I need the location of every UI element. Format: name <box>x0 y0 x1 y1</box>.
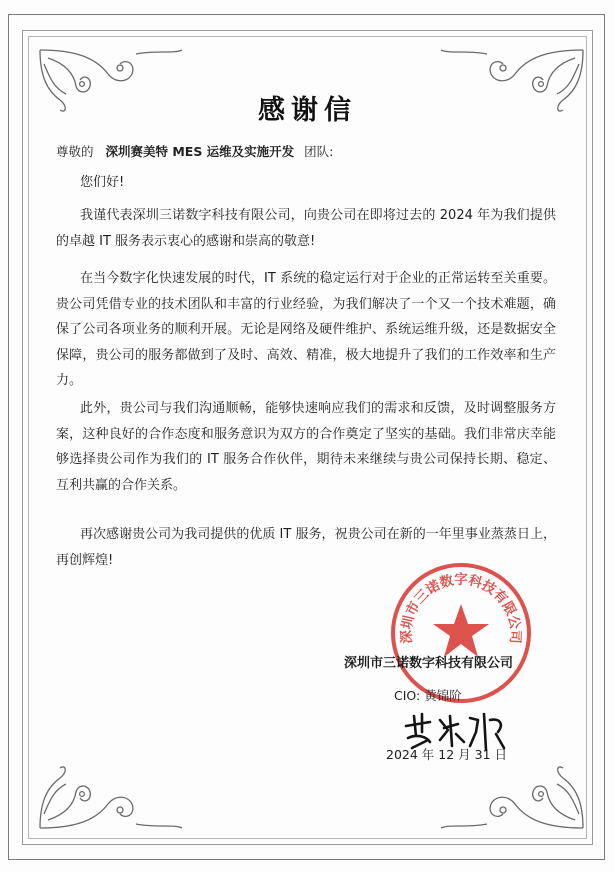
paragraph-text: 我谨代表深圳三诺数字科技有限公司，向贵公司在即将过去的 2024 年为我们提供的卓越 IT 服务表示衷心的感谢和崇高的敬意! <box>56 208 556 249</box>
paragraph-text: 此外，贵公司与我们沟通顺畅，能够快速响应我们的需求和反馈，及时调整服务方案，这种良好的合作态度和服务意识为双方的合作奠定了坚实的基础。我们非常庆幸能够选择贵公司作为我们的 IT 服务合作伙伴，期待未来继续与贵公司保持长期、稳定、互利共赢的合作关系。 <box>56 401 556 493</box>
corner-ornament-bottom-left <box>36 764 186 834</box>
salutation-prefix: 尊敬的 <box>56 144 94 159</box>
paragraph-text: 在当今数字化快速发展的时代，IT 系统的稳定运行对于企业的正常运转至关重要。贵公司凭借专业的技术团队和丰富的行业经验，为我们解决了一个又一个技术难题，确保了公司各项业务的顺利开展。无论是网络及硬件维护、系统运维升级，还是数据安全保障，贵公司的服务都做到了及时、高效、精准，极大地提升了我们的工作效率和生产力。 <box>56 271 556 388</box>
salutation-suffix: 团队: <box>304 144 334 159</box>
cio-name: CIO: 黄锦阶 <box>394 688 462 703</box>
paragraph-text: 再次感谢贵公司为我司提供的优质 IT 服务，祝贵公司在新的一年里事业蒸蒸日上，再创辉煌! <box>56 527 556 568</box>
signing-company: 深圳市三诺数字科技有限公司 <box>344 656 514 671</box>
letter-date: 2024 年 12 月 31 日 <box>386 747 507 762</box>
salutation-line <box>56 142 333 160</box>
paragraph-1 <box>56 203 556 254</box>
letter-title: 感谢信 <box>258 95 357 126</box>
recipient-team: 深圳赛美特 MES 运维及实施开发 <box>105 144 295 159</box>
greeting: 您们好! <box>80 175 125 190</box>
company-seal-stamp <box>388 560 534 706</box>
seal-text: 深圳市三诺数字科技有限公司 <box>398 572 524 645</box>
paragraph-2 <box>56 266 556 394</box>
paragraph-3 <box>56 396 556 498</box>
corner-ornament-bottom-right <box>437 764 587 834</box>
